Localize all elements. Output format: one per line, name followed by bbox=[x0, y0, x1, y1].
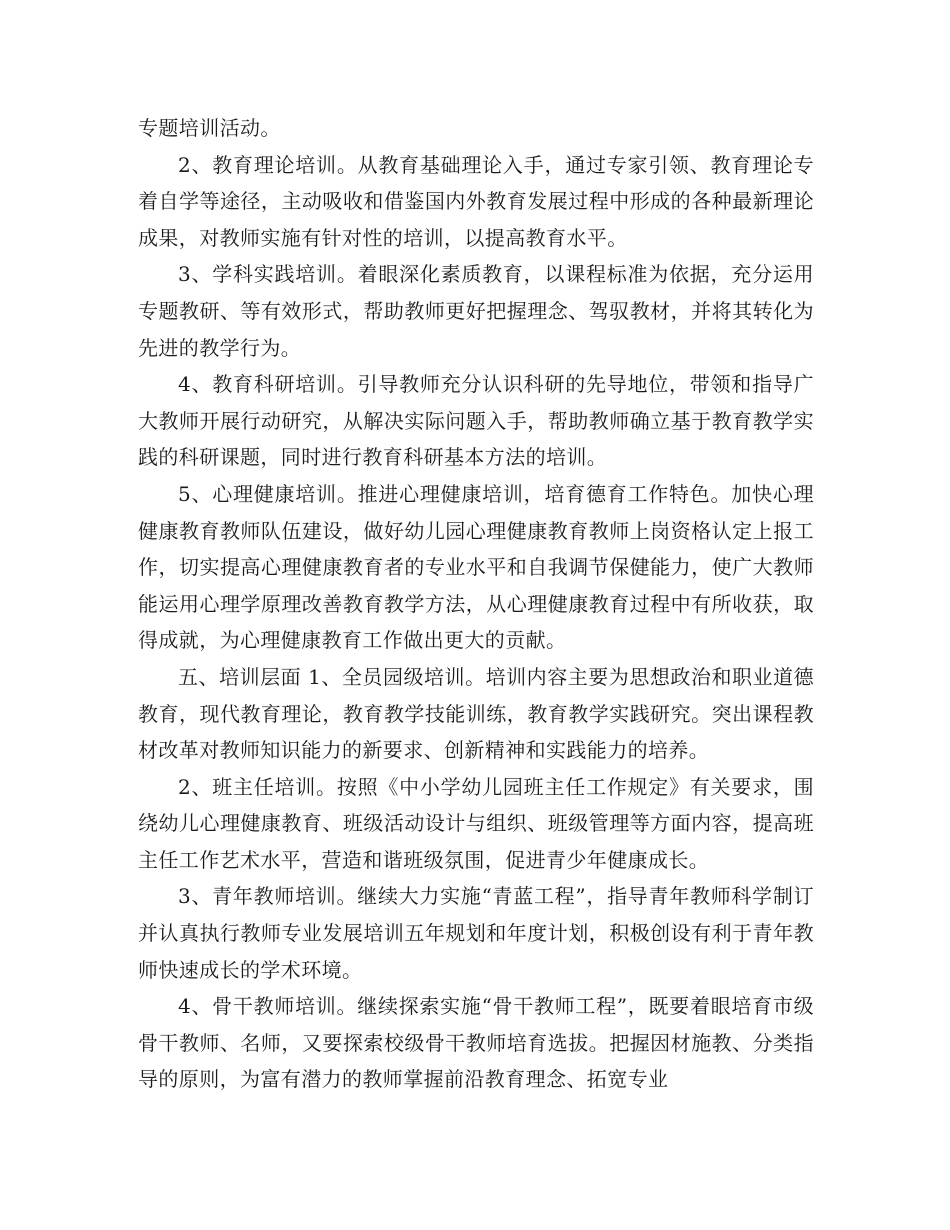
paragraph-9: 4、骨干教师培训。继续探索实施“骨干教师工程”，既要着眼培育市级骨干教师、名师，又要探索校级骨干教师培育选拔。把握因材施教、分类指导的原则，为富有潜力的教师掌握前沿教育理念、拓宽专业 bbox=[138, 994, 814, 1092]
paragraph-1: 专题培训活动。 bbox=[138, 116, 281, 140]
paragraph-4: 4、教育科研培训。引导教师充分认识科研的先导地位，带领和指导广大教师开展行动研究，从解决实际问题入手，帮助教师确立基于教育教学实践的科研课题，同时进行教育科研基本方法的培训。 bbox=[138, 372, 814, 470]
paragraph-8: 3、青年教师培训。继续大力实施“青蓝工程”，指导青年教师科学制订并认真执行教师专业发展培训五年规划和年度计划，积极创设有利于青年教师快速成长的学术环境。 bbox=[138, 884, 814, 982]
paragraph-6: 五、培训层面 1、全员园级培训。培训内容主要为思想政治和职业道德教育，现代教育理论，教育教学技能训练，教育教学实践研究。突出课程教材改革对教师知识能力的新要求、创新精神和实践能力的培养。 bbox=[138, 664, 814, 763]
paragraph-5: 5、心理健康培训。推进心理健康培训，培育德育工作特色。加快心理健康教育教师队伍建设，做好幼儿园心理健康教育教师上岗资格认定上报工作，切实提高心理健康教育者的专业水平和自我调节保健能力，使广大教师能运用心理学原理改善教育教学方法，从心理健康教育过程中有所收获，取得成就，为心理健康教育工作做出更大的贡献。 bbox=[138, 481, 814, 653]
paragraph-7: 2、班主任培训。按照《中小学幼儿园班主任工作规定》有关要求，围绕幼儿心理健康教育、班级活动设计与组织、班级管理等方面内容，提高班主任工作艺术水平，营造和谐班级氛围，促进青少年健康成长。 bbox=[138, 774, 814, 872]
paragraph-3: 3、学科实践培训。着眼深化素质教育，以课程标准为依据，充分运用专题教研、等有效形式，帮助教师更好把握理念、驾驭教材，并将其转化为先进的教学行为。 bbox=[138, 262, 814, 360]
paragraph-2: 2、教育理论培训。从教育基础理论入手，通过专家引领、教育理论专着自学等途径，主动吸收和借鉴国内外教育发展过程中形成的各种最新理论成果，对教师实施有针对性的培训，以提高教育水平。 bbox=[138, 152, 814, 250]
document-body bbox=[138, 110, 814, 1098]
